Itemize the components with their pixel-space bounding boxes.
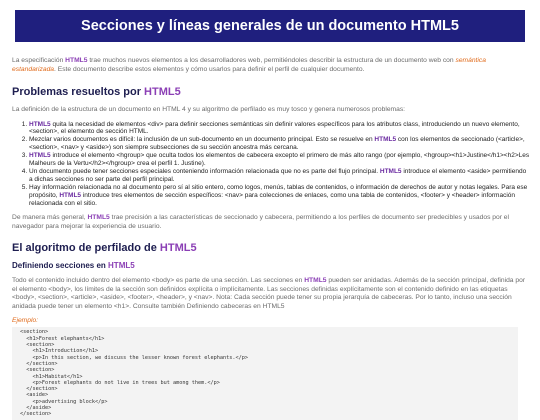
html5-term: HTML5 [379, 167, 402, 175]
html5-term: HTML5 [29, 152, 51, 160]
semantic-link[interactable]: semántica estandarizada [12, 57, 486, 73]
list-item [29, 136, 530, 152]
subheading-defining-sections [12, 261, 530, 271]
item-text: introduce el elemento <aside> permitiendo a dichas secciones no ser parte del perfil principal. [29, 167, 527, 183]
html5-term: HTML5 [59, 191, 82, 199]
example-label: Ejemplo: [12, 317, 39, 325]
closing-text: trae precisión a las características de seccionado y cabecera, permitiendo a los perfiles de documento ser predecibles y usados por el navegador para mejorar la experiencia de usuario. [12, 214, 509, 230]
html5-term: HTML5 [144, 86, 181, 98]
sections-paragraph [12, 277, 530, 311]
section-heading-problems [12, 86, 530, 99]
problems-lead: La definición de la estructura de un documento en HTML 4 y su algoritmo de perfilado es muy tosco y genera numerosos problemas: [12, 106, 406, 113]
item-text: Mezclar varios documentos es difícil: la inclusión de un sub-documento en un documento principal. Esto se resuelve en [29, 136, 375, 144]
list-item [29, 184, 530, 208]
heading-text: El algoritmo de perfilado de [12, 242, 160, 255]
item-text: introduce tres elementos de sección específicos: <nav> para colecciones de enlaces, como una tabla de contenidos, <footer> y <header> información relacionada con el sitio. [29, 191, 515, 207]
intro-text: trae muchos nuevos elementos a los desarrolladores web, permitiéndoles describir la estructura de un documento web con [87, 57, 456, 64]
para-text: pueden ser anidadas. Además de la sección principal, definida por el elemento <body>, los límites de la sección son definidos explícita o implícitamente. Las secciones definidas explícitamente son el contenido definido en las etiquetas <body>, <section>, <article>, <aside>, <footer>, <header>, y <nav>. Nota: Cada sección puede tener su propia jerarquía de cabeceras. Por lo tanto, incluso una sección anidada puede tener un elemento <h1>. Consulte también Definiendo cabeceras en HTML5 [12, 277, 526, 310]
header-banner [0, 0, 540, 50]
closing-text: De manera más general, [12, 214, 88, 222]
page-title: Secciones y líneas generales de un documento HTML5 [15, 10, 525, 42]
main-content [12, 57, 530, 420]
item-text: Un documento puede tener secciones especiales conteniendo información relacionada que no es parte del flujo principal. [29, 167, 380, 175]
list-item [29, 152, 530, 168]
html5-term: HTML5 [159, 242, 197, 255]
item-text: introduce el elemento <hgroup> que oculta todos los elementos de cabecera excepto el primero de más alto rango (por ejemplo, <hgroup><h1>Justine</h1><h2>Les Malheurs de la Vertu</h2></hgroup> crea el perfil 1. Justine). [29, 152, 530, 168]
html5-term: HTML5 [87, 214, 110, 222]
problems-list [12, 121, 530, 208]
html5-term: HTML5 [65, 57, 88, 64]
code-example: <section> <h1>Forest elephants</h1> <section> <h1>Introduction</h1> <p>In this section, we discuss the lesser known forest elephants.</p> </section> <section> <h1>Habitat</h1> <p>Forest elephants do not live in trees but among them.</p> </section> <aside> <p>advertising block</p> </aside> </section> [12, 327, 518, 419]
list-item [29, 168, 530, 184]
subheading-text: Definiendo secciones en [12, 261, 109, 271]
html5-term: HTML5 [374, 136, 397, 144]
section-heading-algorithm [12, 242, 530, 255]
item-text: quita la necesidad de elementos <div> para definir secciones semánticas sin definir valores específicos para los atributos class, introduciendo un nuevo elemento, <section>, el elemento de sección HTML. [29, 120, 520, 136]
intro-paragraph [12, 57, 530, 74]
list-item [29, 121, 530, 137]
intro-text: La especificación [12, 57, 66, 64]
intro-text: . Este documento describe estos elementos y cómo usarlos para definir el perfil de cualquier documento. [54, 65, 365, 73]
closing-paragraph [12, 214, 530, 231]
item-text: con los elementos de seccionado (<article>, <section>, <nav> y <aside>) son siempre subsecciones de su sección ancestra más cercana. [29, 136, 525, 152]
html5-term: HTML5 [29, 120, 51, 128]
html5-term: HTML5 [304, 277, 327, 285]
heading-text: Problemas resueltos por [12, 86, 145, 98]
para-text: Todo el contenido incluido dentro del elemento <body> es parte de una sección. Las secciones en [12, 277, 305, 285]
html5-term: HTML5 [108, 261, 135, 271]
item-text: Hay información relacionada no al documento pero sí al sitio entero, como logos, menús, tablas de contenidos, o información de derechos de autor y notas legales. Para ese propósito, [29, 183, 528, 199]
